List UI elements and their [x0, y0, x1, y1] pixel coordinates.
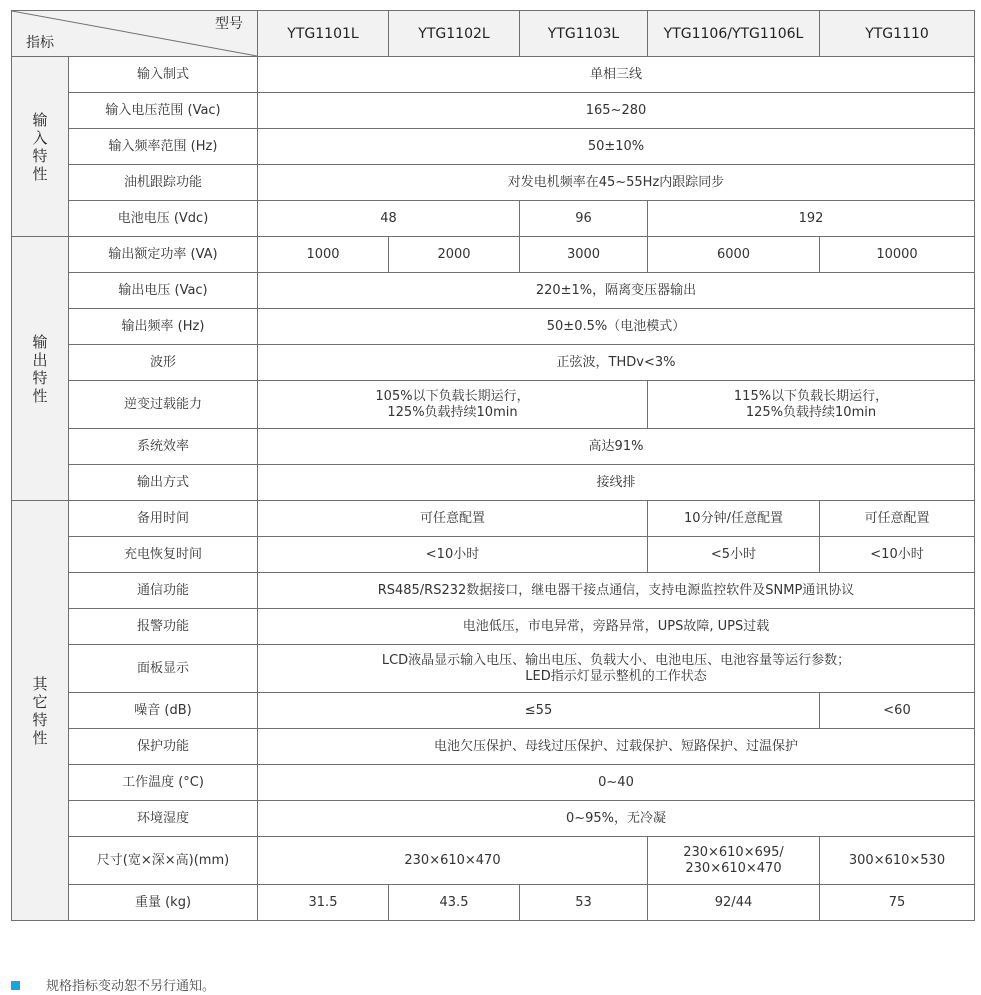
table-row [12, 537, 975, 573]
table-row [12, 237, 975, 273]
table-row [12, 201, 975, 237]
param-value: 50±10% [258, 129, 975, 165]
param-label: 工作温度 (°C) [69, 765, 258, 801]
param-value: 48 [258, 201, 520, 237]
param-label: 面板显示 [69, 645, 258, 693]
param-value: 50±0.5%（电池模式） [258, 309, 975, 345]
param-label: 保护功能 [69, 729, 258, 765]
table-row [12, 801, 975, 837]
param-value: 300×610×530 [820, 837, 975, 885]
param-value: 高达91% [258, 429, 975, 465]
param-label: 输出电压 (Vac) [69, 273, 258, 309]
footnote [11, 975, 215, 994]
table-row [12, 273, 975, 309]
spec-table [11, 10, 975, 921]
param-value: 105%以下负载长期运行， 125%负载持续10min [258, 381, 648, 429]
param-label: 输出额定功率 (VA) [69, 237, 258, 273]
param-label: 备用时间 [69, 501, 258, 537]
index-label: 指标 [26, 35, 54, 51]
table-row [12, 93, 975, 129]
table-row [12, 765, 975, 801]
group-input: 输入特性 [12, 57, 69, 237]
param-value: 接线排 [258, 465, 975, 501]
table-row [12, 465, 975, 501]
param-value: 电池低压，市电异常，旁路异常，UPS故障, UPS过载 [258, 609, 975, 645]
param-value: 92/44 [648, 885, 820, 921]
table-row [12, 609, 975, 645]
param-value: 43.5 [389, 885, 520, 921]
param-value: LCD液晶显示输入电压、输出电压、负载大小、电池电压、电池容量等运行参数； LED指示灯显示整机的工作状态 [258, 645, 975, 693]
param-label: 输出方式 [69, 465, 258, 501]
model-header: YTG1110 [820, 11, 975, 57]
table-row [12, 501, 975, 537]
param-value: 96 [520, 201, 648, 237]
param-value: <5小时 [648, 537, 820, 573]
param-label: 环境湿度 [69, 801, 258, 837]
table-row [12, 165, 975, 201]
param-value: 正弦波，THDv<3% [258, 345, 975, 381]
param-value: 75 [820, 885, 975, 921]
param-label: 电池电压 (Vdc) [69, 201, 258, 237]
param-value: 对发电机频率在45~55Hz内跟踪同步 [258, 165, 975, 201]
param-value: 6000 [648, 237, 820, 273]
param-label: 尺寸(宽×深×高)(mm) [69, 837, 258, 885]
param-value: ≤55 [258, 693, 820, 729]
table-row [12, 429, 975, 465]
param-label: 重量 (kg) [69, 885, 258, 921]
group-other: 其它特性 [12, 501, 69, 921]
model-header: YTG1102L [389, 11, 520, 57]
table-row [12, 645, 975, 693]
param-value: <10小时 [820, 537, 975, 573]
param-value: 31.5 [258, 885, 389, 921]
param-value: 单相三线 [258, 57, 975, 93]
param-value: 165~280 [258, 93, 975, 129]
param-label: 通信功能 [69, 573, 258, 609]
model-header: YTG1106/YTG1106L [648, 11, 820, 57]
param-label: 输入频率范围 (Hz) [69, 129, 258, 165]
param-label: 报警功能 [69, 609, 258, 645]
param-value: 可任意配置 [820, 501, 975, 537]
param-value: 电池欠压保护、母线过压保护、过载保护、短路保护、过温保护 [258, 729, 975, 765]
param-value: 230×610×695/ 230×610×470 [648, 837, 820, 885]
param-value: 可任意配置 [258, 501, 648, 537]
table-row [12, 129, 975, 165]
model-header: YTG1101L [258, 11, 389, 57]
param-value: 1000 [258, 237, 389, 273]
param-value: 53 [520, 885, 648, 921]
param-value: RS485/RS232数据接口，继电器干接点通信，支持电源监控软件及SNMP通讯协议 [258, 573, 975, 609]
param-value: <10小时 [258, 537, 648, 573]
param-label: 输出频率 (Hz) [69, 309, 258, 345]
table-row [12, 345, 975, 381]
param-value: 220±1%，隔离变压器输出 [258, 273, 975, 309]
table-row [12, 381, 975, 429]
param-label: 油机跟踪功能 [69, 165, 258, 201]
table-row [12, 885, 975, 921]
param-label: 波形 [69, 345, 258, 381]
table-row [12, 309, 975, 345]
param-label: 系统效率 [69, 429, 258, 465]
table-row [12, 729, 975, 765]
footnote-text: 规格指标变动恕不另行通知。 [46, 979, 216, 994]
model-label: 型号 [215, 16, 243, 32]
param-label: 充电恢复时间 [69, 537, 258, 573]
table-row [12, 693, 975, 729]
param-label: 逆变过载能力 [69, 381, 258, 429]
param-value: 115%以下负载长期运行， 125%负载持续10min [648, 381, 975, 429]
param-value: 10分钟/任意配置 [648, 501, 820, 537]
group-output: 输出特性 [12, 237, 69, 501]
param-value: 0~40 [258, 765, 975, 801]
header-corner-cell [12, 11, 258, 57]
param-value: 2000 [389, 237, 520, 273]
param-value: 192 [648, 201, 975, 237]
param-label: 输入电压范围 (Vac) [69, 93, 258, 129]
table-row [12, 573, 975, 609]
table-row [12, 837, 975, 885]
square-bullet-icon [11, 981, 20, 990]
header-row [12, 11, 975, 57]
param-value: 0~95%，无冷凝 [258, 801, 975, 837]
param-value: 3000 [520, 237, 648, 273]
table-row [12, 57, 975, 93]
param-value: <60 [820, 693, 975, 729]
param-label: 输入制式 [69, 57, 258, 93]
param-label: 噪音 (dB) [69, 693, 258, 729]
param-value: 10000 [820, 237, 975, 273]
model-header: YTG1103L [520, 11, 648, 57]
param-value: 230×610×470 [258, 837, 648, 885]
